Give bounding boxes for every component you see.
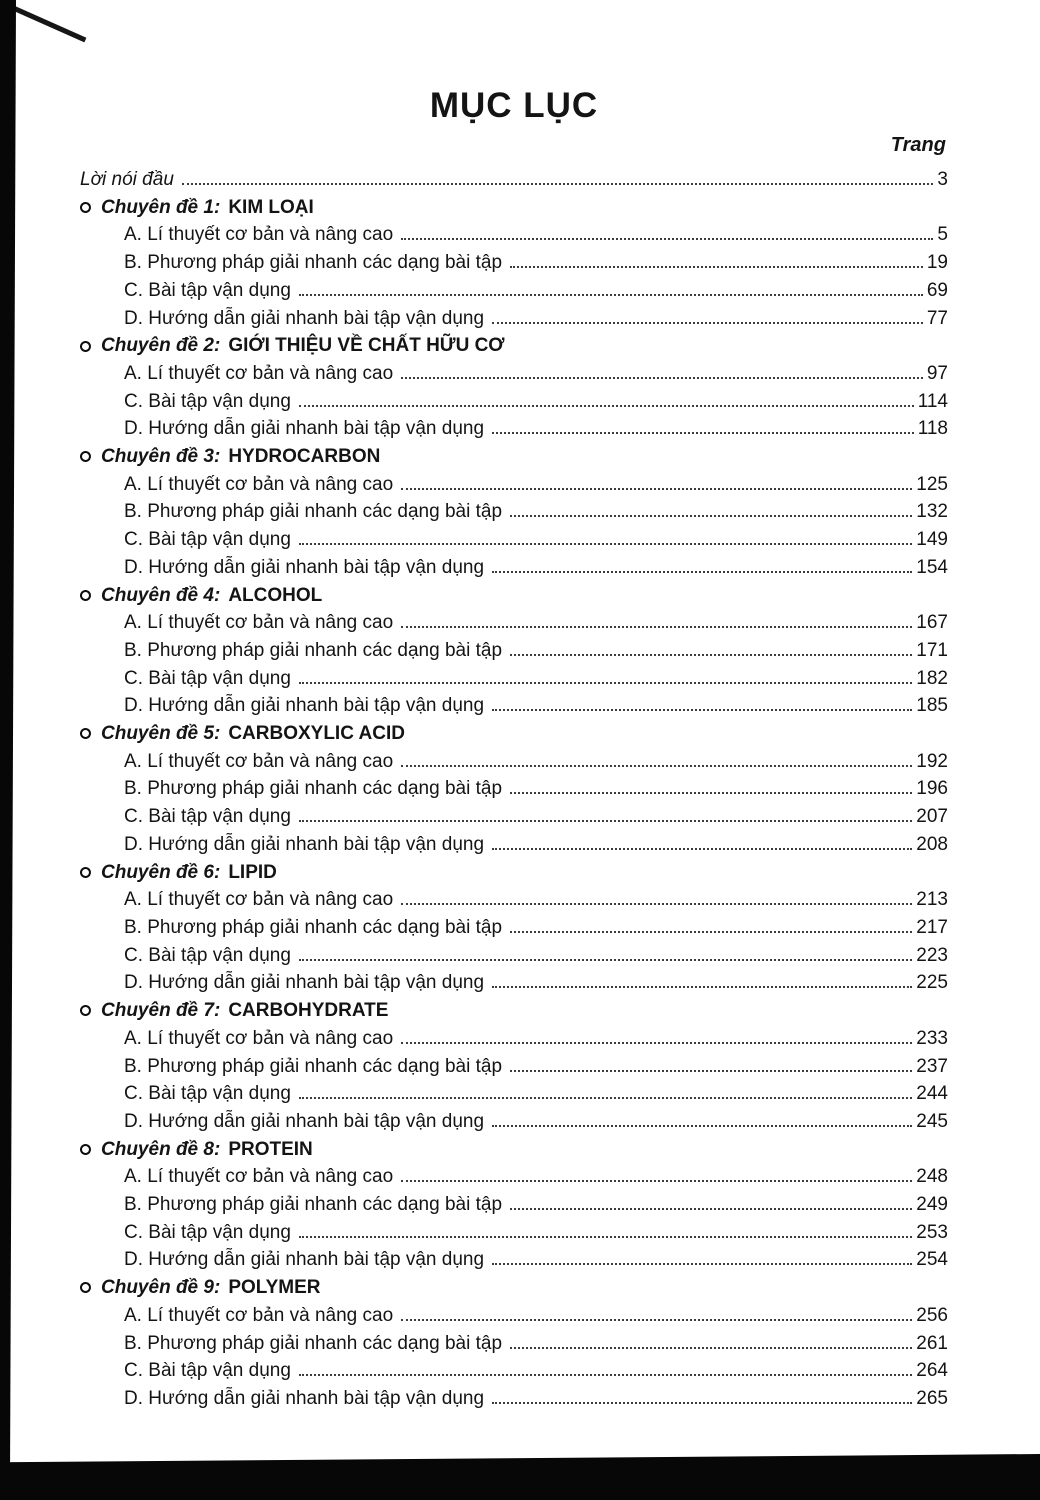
toc-entry — [80, 637, 948, 665]
toc-entry-label: D. Hướng dẫn giải nhanh bài tập vận dụng — [124, 418, 485, 440]
toc-entry-label: A. Lí thuyết cơ bản và nâng cao — [124, 612, 394, 634]
page-number: 225 — [916, 972, 948, 994]
chapter-name: LIPID — [228, 861, 277, 883]
toc-entry — [80, 1108, 948, 1136]
toc-entry-label: B. Phương pháp giải nhanh các dạng bài tập — [124, 1055, 503, 1077]
dotted-leader — [299, 1236, 912, 1238]
toc-entry-label: C. Bài tập vận dụng — [124, 1360, 291, 1382]
toc-entry-label: A. Lí thuyết cơ bản và nâng cao — [124, 362, 394, 384]
toc-entry — [80, 748, 948, 776]
toc-entry-label: C. Bài tập vận dụng — [124, 667, 291, 689]
dotted-leader — [401, 1319, 912, 1321]
chapter-heading — [80, 443, 948, 471]
page-number: 233 — [916, 1027, 948, 1049]
chapter-prefix: Chuyên đề 4: — [101, 584, 221, 606]
dotted-leader — [401, 377, 923, 379]
page-number: 97 — [926, 362, 948, 384]
page-number: 69 — [926, 279, 948, 301]
chapter-heading — [80, 720, 948, 748]
dotted-leader — [299, 1097, 912, 1099]
chapter-heading — [80, 582, 948, 610]
page-number: 244 — [916, 1083, 948, 1105]
toc-entry-label: C. Bài tập vận dụng — [124, 944, 291, 966]
toc-entry — [80, 277, 948, 305]
page-number: 125 — [916, 473, 948, 495]
toc-entry-label: D. Hướng dẫn giải nhanh bài tập vận dụng — [124, 1110, 485, 1132]
page-number: 114 — [917, 390, 948, 412]
chapter-heading — [80, 1136, 948, 1164]
page-title: MỤC LỤC — [429, 86, 599, 125]
toc-entry — [80, 886, 948, 914]
chapter-prefix: Chuyên đề 3: — [101, 446, 221, 468]
dotted-leader — [182, 183, 934, 185]
dotted-leader — [299, 820, 912, 822]
toc-entry — [80, 609, 948, 637]
dotted-leader — [401, 626, 912, 628]
toc-entry — [80, 1246, 948, 1274]
toc-entry-label: A. Lí thuyết cơ bản và nâng cao — [124, 224, 394, 246]
chapter-prefix: Chuyên đề 6: — [101, 861, 221, 883]
toc-entry — [80, 1302, 948, 1330]
page-number: 182 — [916, 667, 948, 689]
dotted-leader — [401, 765, 912, 767]
toc-entry-label: A. Lí thuyết cơ bản và nâng cao — [124, 1027, 394, 1049]
chapter-heading — [80, 332, 948, 360]
dotted-leader — [492, 432, 914, 434]
page-number: 213 — [916, 889, 948, 911]
toc-entry — [80, 1385, 948, 1413]
toc-entry — [80, 1053, 948, 1081]
page-number: 223 — [916, 944, 948, 966]
toc-entry — [80, 692, 948, 720]
circle-bullet-icon — [79, 1004, 92, 1017]
circle-bullet-icon — [79, 450, 92, 463]
page-number: 171 — [916, 639, 948, 661]
page-number: 253 — [916, 1221, 948, 1243]
toc-entry — [80, 831, 948, 859]
toc-entry — [80, 803, 948, 831]
toc-entry — [80, 1025, 948, 1053]
dotted-leader — [492, 571, 912, 573]
chapter-heading — [80, 194, 948, 222]
toc-entry-label: B. Phương pháp giải nhanh các dạng bài tập — [124, 252, 503, 274]
page-number: 208 — [916, 833, 948, 855]
dotted-leader — [510, 515, 912, 517]
dotted-leader — [401, 1180, 912, 1182]
toc-entry — [80, 526, 948, 554]
dotted-leader — [510, 1347, 912, 1349]
toc-entry — [80, 969, 948, 997]
toc-entry — [80, 388, 948, 416]
page-column-label: Trang — [890, 134, 946, 156]
page-number: 149 — [916, 529, 948, 551]
dotted-leader — [401, 1042, 912, 1044]
toc-entry-label: A. Lí thuyết cơ bản và nâng cao — [124, 1166, 394, 1188]
chapter-name: CARBOXYLIC ACID — [228, 723, 405, 745]
page-number: 5 — [937, 224, 948, 246]
toc-entry-label: D. Hướng dẫn giải nhanh bài tập vận dụng — [124, 972, 485, 994]
dotted-leader — [492, 1263, 912, 1265]
toc-entry-label: A. Lí thuyết cơ bản và nâng cao — [124, 473, 394, 495]
page-number: 248 — [916, 1166, 948, 1188]
page-number: 132 — [916, 501, 948, 523]
toc-entry — [80, 360, 948, 388]
toc-entry-label: A. Lí thuyết cơ bản và nâng cao — [124, 1304, 394, 1326]
toc-entry — [80, 1080, 948, 1108]
toc-entry — [80, 221, 948, 249]
toc-entry-label: B. Phương pháp giải nhanh các dạng bài tập — [124, 639, 503, 661]
page-number: 217 — [916, 916, 948, 938]
circle-bullet-icon — [79, 1281, 92, 1294]
chapter-prefix: Chuyên đề 1: — [101, 196, 221, 218]
chapter-name: GIỚI THIỆU VỀ CHẤT HỮU CƠ — [228, 335, 505, 357]
dotted-leader — [299, 405, 914, 407]
toc-entry-label: D. Hướng dẫn giải nhanh bài tập vận dụng — [124, 556, 485, 578]
toc-entry-label: C. Bài tập vận dụng — [124, 279, 291, 301]
dotted-leader — [510, 266, 923, 268]
dotted-leader — [492, 322, 923, 324]
toc-entry — [80, 775, 948, 803]
toc-entry-label: Lời nói đầu — [80, 169, 174, 190]
toc-entry — [80, 1219, 948, 1247]
dotted-leader — [401, 903, 912, 905]
page-number: 256 — [916, 1304, 948, 1326]
toc-list — [80, 166, 948, 1413]
toc-entry — [80, 305, 948, 333]
toc-entry — [80, 1330, 948, 1358]
toc-entry — [80, 1163, 948, 1191]
toc-entry-label: C. Bài tập vận dụng — [124, 1083, 291, 1105]
toc-entry — [80, 415, 948, 443]
page-number: 254 — [916, 1249, 948, 1271]
page-number: 207 — [916, 806, 948, 828]
toc-entry-label: D. Hướng dẫn giải nhanh bài tập vận dụng — [124, 1387, 485, 1409]
toc-entry — [80, 1357, 948, 1385]
circle-bullet-icon — [79, 727, 92, 740]
page-number: 196 — [916, 778, 948, 800]
toc-entry-label: B. Phương pháp giải nhanh các dạng bài tập — [124, 1194, 503, 1216]
toc-entry-label: B. Phương pháp giải nhanh các dạng bài tập — [124, 1332, 503, 1354]
chapter-heading — [80, 1274, 948, 1302]
dotted-leader — [510, 1208, 912, 1210]
chapter-prefix: Chuyên đề 7: — [101, 1000, 221, 1022]
circle-bullet-icon — [79, 201, 92, 214]
page-number: 261 — [916, 1332, 948, 1354]
dotted-leader — [299, 294, 923, 296]
toc-entry-label: B. Phương pháp giải nhanh các dạng bài tập — [124, 501, 503, 523]
chapter-name: CARBOHYDRATE — [228, 1000, 389, 1022]
toc-entry-label: C. Bài tập vận dụng — [124, 1221, 291, 1243]
circle-bullet-icon — [79, 340, 92, 353]
toc-entry-label: C. Bài tập vận dụng — [124, 806, 291, 828]
page-number: 118 — [917, 418, 948, 440]
page-number: 3 — [937, 169, 948, 190]
page-number: 19 — [926, 252, 948, 274]
dotted-leader — [492, 848, 912, 850]
toc-entry — [80, 249, 948, 277]
toc-entry-label: B. Phương pháp giải nhanh các dạng bài tập — [124, 916, 503, 938]
dotted-leader — [492, 986, 912, 988]
page-number: 154 — [916, 556, 948, 578]
toc-entry — [80, 554, 948, 582]
circle-bullet-icon — [79, 866, 92, 879]
toc-entry — [80, 914, 948, 942]
toc-entry-label: D. Hướng dẫn giải nhanh bài tập vận dụng — [124, 695, 485, 717]
toc-entry — [80, 166, 948, 194]
toc-entry-label: A. Lí thuyết cơ bản và nâng cao — [124, 750, 394, 772]
toc-entry-label: D. Hướng dẫn giải nhanh bài tập vận dụng — [124, 307, 485, 329]
toc-entry — [80, 498, 948, 526]
dotted-leader — [299, 959, 912, 961]
chapter-name: PROTEIN — [228, 1138, 313, 1160]
chapter-name: HYDROCARBON — [228, 446, 381, 468]
dotted-leader — [510, 1070, 912, 1072]
page-number: 77 — [926, 307, 948, 329]
page-number: 245 — [916, 1110, 948, 1132]
toc-entry — [80, 1191, 948, 1219]
page-number: 192 — [916, 750, 948, 772]
chapter-prefix: Chuyên đề 8: — [101, 1138, 221, 1160]
chapter-prefix: Chuyên đề 5: — [101, 723, 221, 745]
toc-entry-label: C. Bài tập vận dụng — [124, 529, 291, 551]
page-number: 237 — [916, 1055, 948, 1077]
toc-entry — [80, 665, 948, 693]
chapter-name: ALCOHOL — [228, 584, 323, 606]
page-number: 249 — [916, 1194, 948, 1216]
chapter-prefix: Chuyên đề 9: — [101, 1277, 221, 1299]
chapter-name: POLYMER — [228, 1277, 321, 1299]
toc-entry-label: A. Lí thuyết cơ bản và nâng cao — [124, 889, 394, 911]
toc-entry-label: B. Phương pháp giải nhanh các dạng bài tập — [124, 778, 503, 800]
dotted-leader — [401, 488, 912, 490]
dotted-leader — [299, 682, 912, 684]
dotted-leader — [510, 654, 912, 656]
toc-entry — [80, 942, 948, 970]
dotted-leader — [510, 931, 912, 933]
chapter-prefix: Chuyên đề 2: — [101, 335, 221, 357]
circle-bullet-icon — [79, 1143, 92, 1156]
page-number: 167 — [916, 612, 948, 634]
page-number: 185 — [916, 695, 948, 717]
page-number: 264 — [916, 1360, 948, 1382]
dotted-leader — [492, 709, 912, 711]
dotted-leader — [401, 238, 933, 240]
chapter-name: KIM LOẠI — [228, 196, 314, 218]
toc-entry-label: D. Hướng dẫn giải nhanh bài tập vận dụng — [124, 833, 485, 855]
toc-entry-label: C. Bài tập vận dụng — [124, 390, 291, 412]
circle-bullet-icon — [79, 589, 92, 602]
dotted-leader — [299, 543, 912, 545]
page-number: 265 — [916, 1387, 948, 1409]
toc-entry-label: D. Hướng dẫn giải nhanh bài tập vận dụng — [124, 1249, 485, 1271]
chapter-heading — [80, 859, 948, 887]
dotted-leader — [492, 1402, 912, 1404]
dotted-leader — [299, 1374, 912, 1376]
dotted-leader — [510, 792, 912, 794]
toc-entry — [80, 471, 948, 499]
dotted-leader — [492, 1125, 912, 1127]
chapter-heading — [80, 997, 948, 1025]
